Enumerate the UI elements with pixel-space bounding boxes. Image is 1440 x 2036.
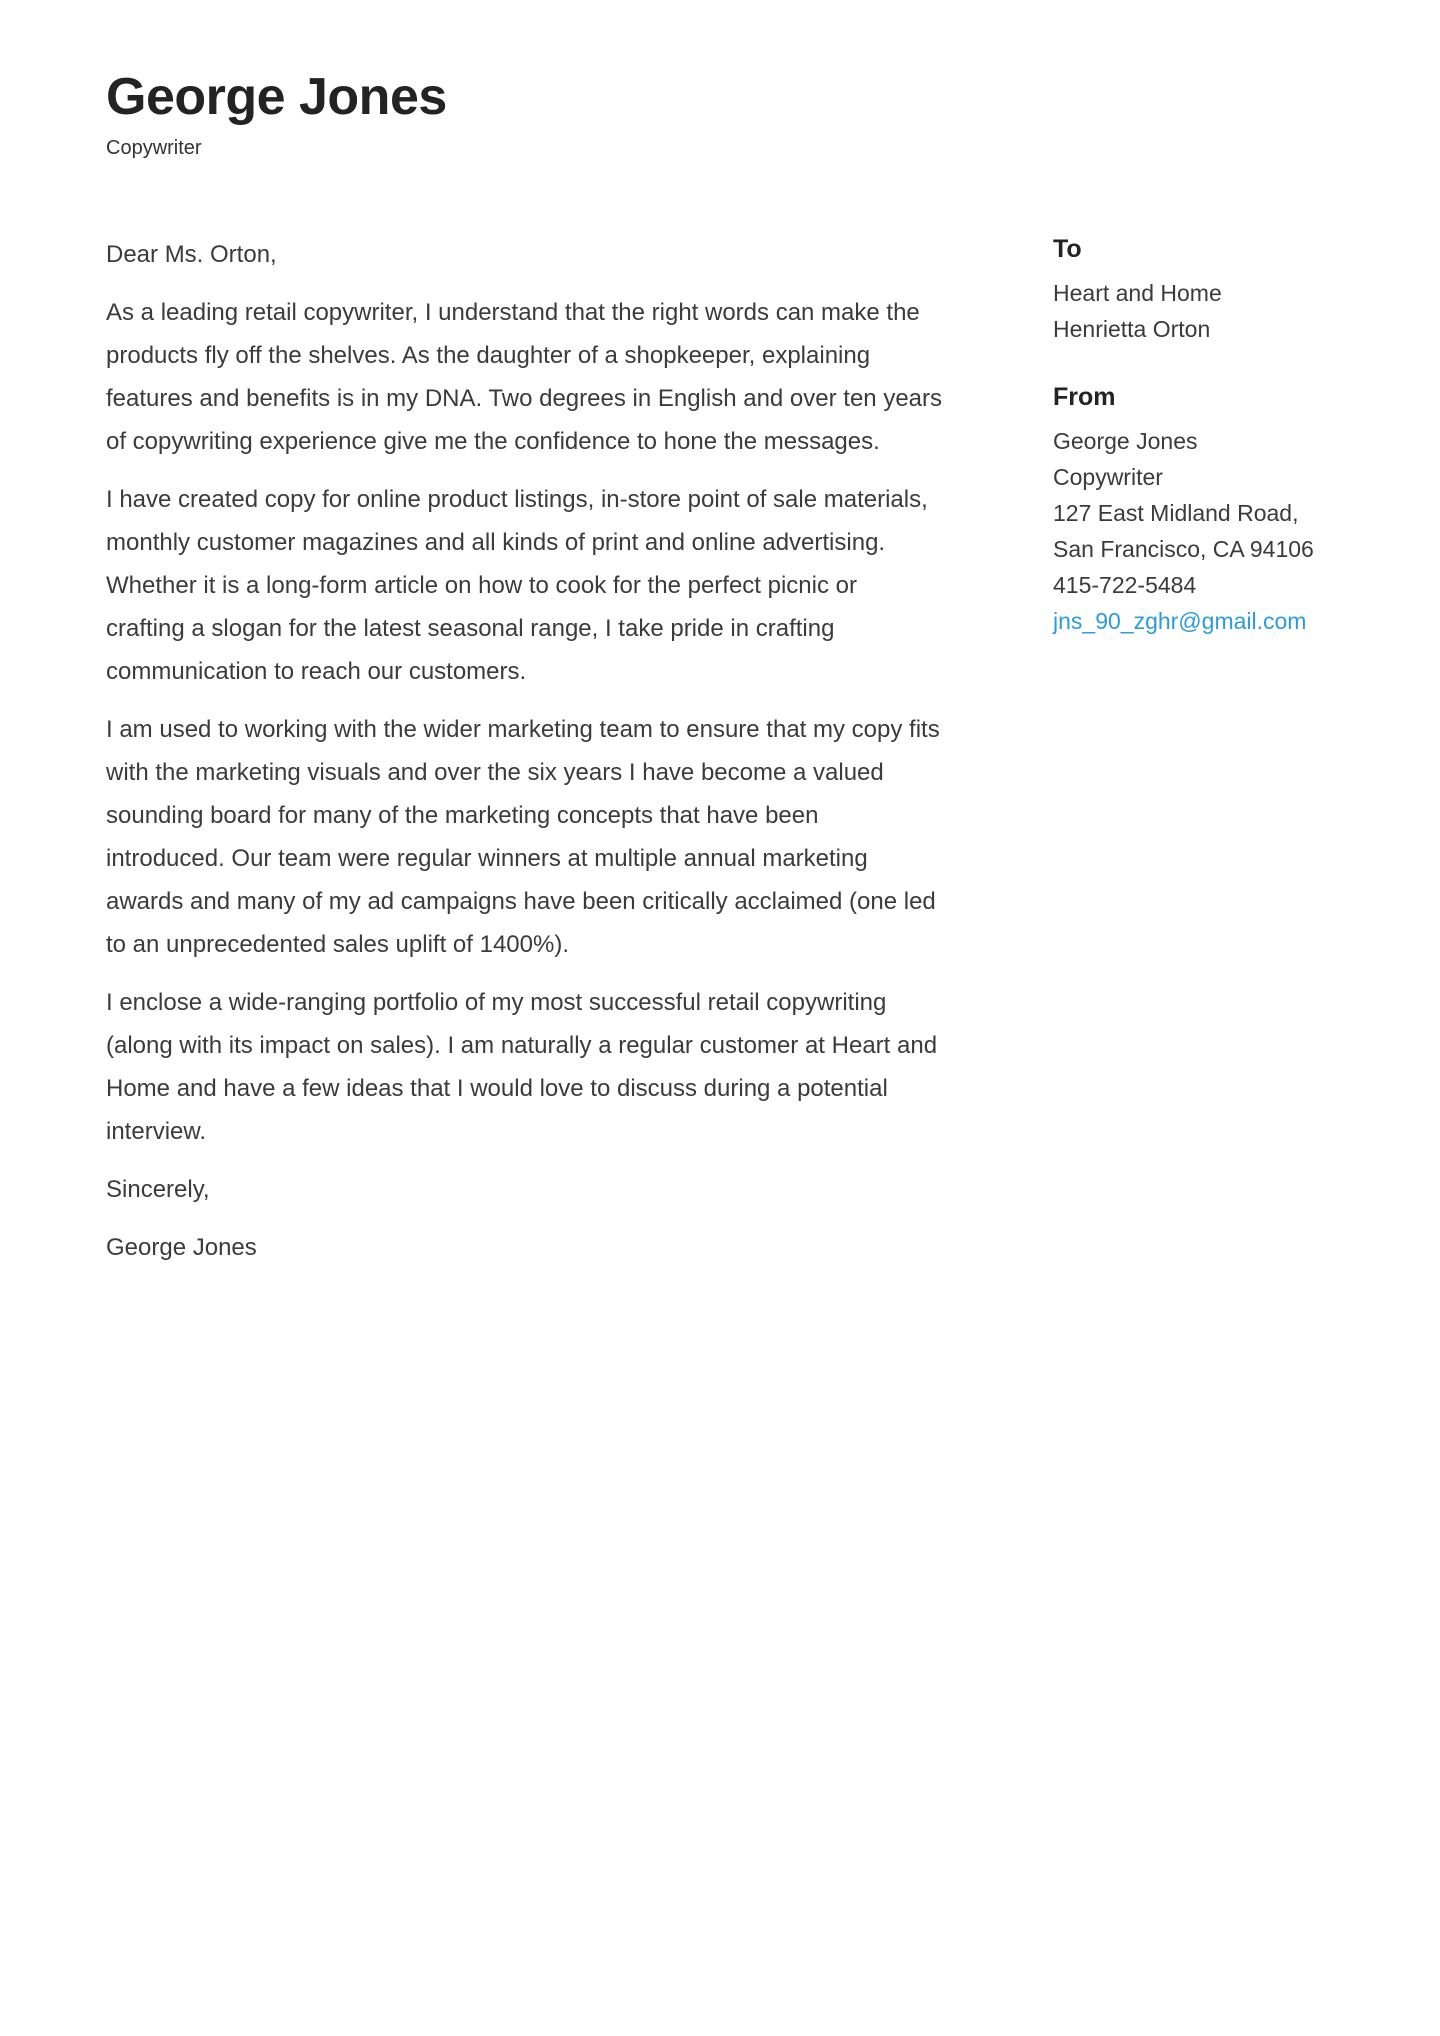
letter-paragraph-4: I enclose a wide-ranging portfolio of my most successful retail copywriting (along with its impact on sales). I am naturally a regular customer at Heart and Home and have a few ideas that I would love to discuss during a potential interview. bbox=[106, 989, 938, 1145]
recipient-company: Heart and Home bbox=[1053, 280, 1222, 306]
letter-paragraph-1: As a leading retail copywriter, I understand that the right words can make the products fly off the shelves. As the daughter of a shopkeeper, explaining features and benefits is in my DNA. Two degrees in English and over ten years of copywriting experience give me the confidence to hone the messages. bbox=[106, 299, 943, 455]
sender-heading: From bbox=[1053, 383, 1116, 411]
sender-street-address: 127 East Midland Road, bbox=[1053, 500, 1299, 526]
letter-paragraph-2: I have created copy for online product listings, in-store point of sale materials, monthly customer magazines and all kinds of print and online advertising. Whether it is a long-form article on how to cook for the perfect picnic or crafting a slogan for the latest seasonal range, I take pride in crafting communication to reach our customers. bbox=[106, 486, 928, 685]
recipient-section bbox=[1053, 233, 1333, 347]
salutation: Dear Ms. Orton, bbox=[106, 241, 277, 268]
sender-phone: 415-722-5484 bbox=[1053, 572, 1197, 598]
recipient-name: Henrietta Orton bbox=[1053, 316, 1211, 342]
job-title: Copywriter bbox=[106, 137, 202, 159]
letter-body bbox=[106, 233, 942, 1269]
signature: George Jones bbox=[106, 1234, 257, 1261]
contact-sidebar bbox=[1053, 233, 1333, 639]
letter-paragraph-3: I am used to working with the wider marketing team to ensure that my copy fits with the marketing visuals and over the six years I have become a valued sounding board for many of the marketing concepts that have been introduced. Our team were regular winners at multiple annual marketing awards and many of my ad campaigns have been critically acclaimed (one led to an unprecedented sales uplift of 1400%). bbox=[106, 716, 940, 958]
letter-header bbox=[106, 66, 1333, 162]
recipient-heading: To bbox=[1053, 235, 1082, 263]
sender-section bbox=[1053, 381, 1333, 639]
sender-job-title: Copywriter bbox=[1053, 464, 1163, 490]
letter-content bbox=[106, 233, 1333, 1269]
sender-name: George Jones bbox=[1053, 428, 1198, 454]
page-title: George Jones bbox=[106, 68, 447, 126]
sender-email-link[interactable]: jns_90_zghr@gmail.com bbox=[1053, 608, 1307, 634]
sender-city-state-zip: San Francisco, CA 94106 bbox=[1053, 536, 1314, 562]
closing: Sincerely, bbox=[106, 1176, 210, 1203]
